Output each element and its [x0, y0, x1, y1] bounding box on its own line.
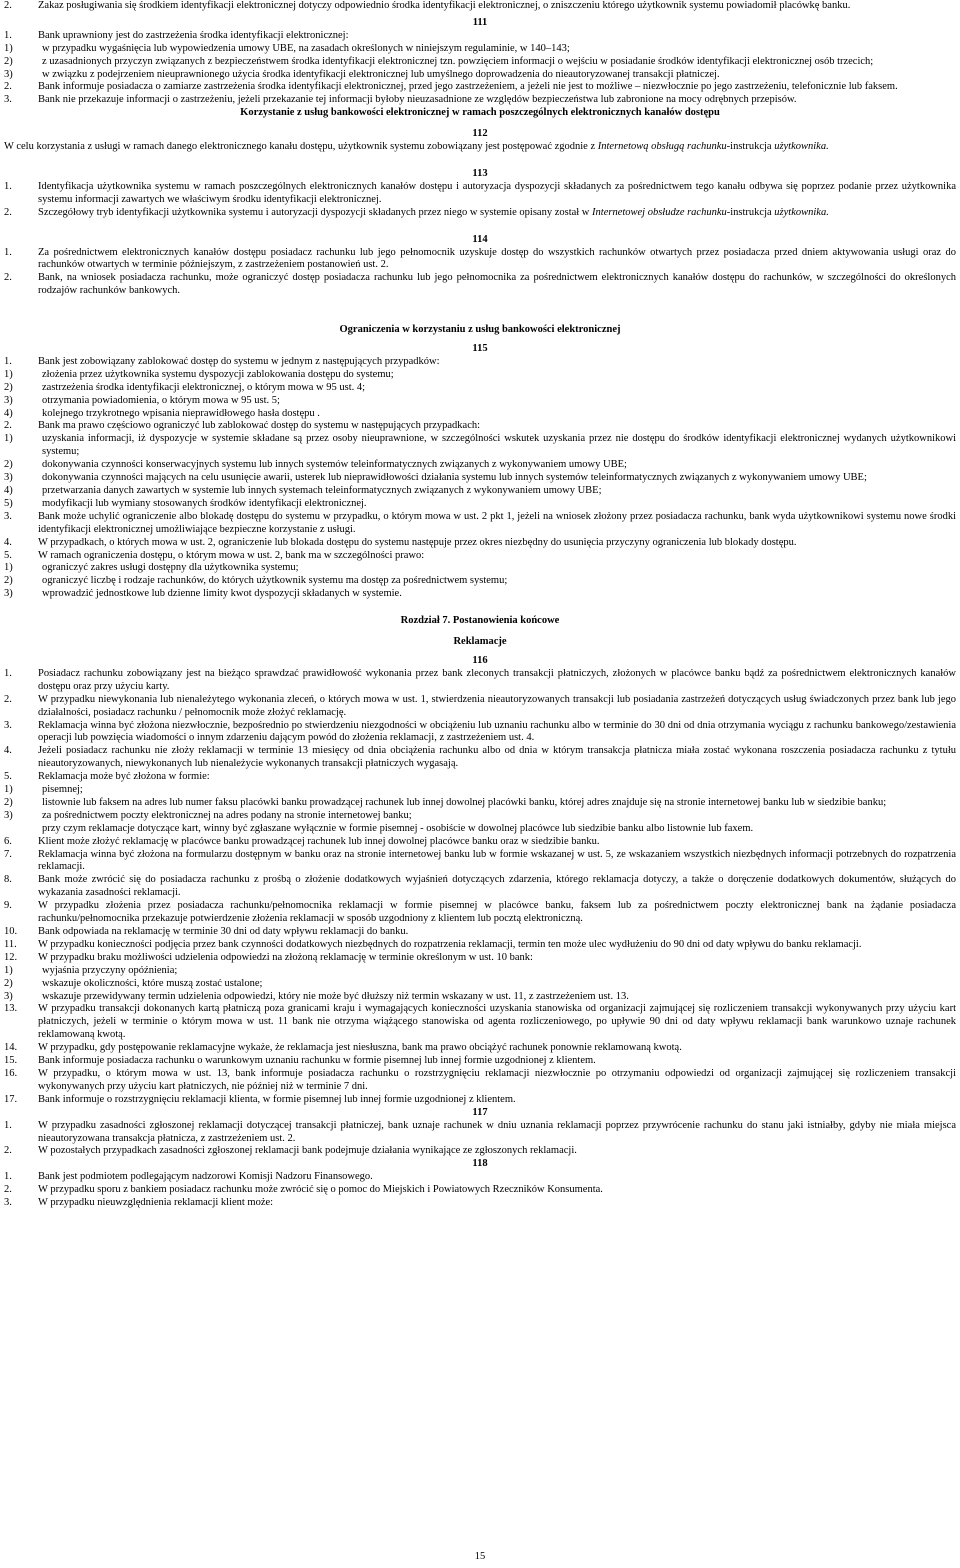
- paragraph-number: 112: [472, 128, 488, 140]
- paragraph-number: 116: [472, 654, 488, 666]
- note-text: przy czym reklamacje dotyczące kart, winny być zgłaszane wyłącznie w formie pisemnej - osobiście w dowolnej placówce lub siedzibie banku albo listownie lub faxem.: [42, 822, 754, 834]
- list-item: 1. Bank jest podmiotem podlegającym nadzorowi Komisji Nadzoru Finansowego.: [4, 1171, 373, 1183]
- list-item: 2. Bank ma prawo częściowo ograniczyć lub zablokować dostęp do systemu w następujących przypadkach:: [4, 420, 481, 432]
- sub-item: 1) w przypadku wygaśnięcia lub wypowiedzenia umowy UBE, na zasadach określonych w niniejszym regulaminie, w 140–143;: [4, 42, 570, 54]
- paragraph-number: 113: [472, 167, 488, 179]
- section-heading: Korzystanie z usług bankowości elektronicznej w ramach poszczególnych elektronicznych kanałów dostępu: [240, 107, 720, 119]
- sub-item: 1) złożenia przez użytkownika systemu dyspozycji zablokowania dostępu do systemu;: [4, 368, 394, 380]
- list-item: 4. Jeżeli posiadacz rachunku nie złoży reklamacji w terminie 13 miesięcy od dnia obciążenia rachunku albo od dnia w którym transakcja płatnicza miała zostać wykonana roszczenia posiadacza rachunku z tytułu nieautoryzowanych, niewykonanych lub nienależycie wykonanych transakcji płatniczych wygasają.: [4, 745, 956, 770]
- section-heading: Ograniczenia w korzystaniu z usług bankowości elektronicznej: [339, 324, 621, 336]
- list-item: 3. Bank może uchylić ograniczenie albo blokadę dostępu do systemu w przypadku, o którym mowa w ust. 2 pkt 1, jeżeli na wniosek złożony przez posiadacza rachunku, bank wyda użytkownikowi systemu nowe środki identyfikacji elektronicznej umożliwiające bezpieczne korzystanie z usługi.: [4, 510, 956, 535]
- sub-item: 2) z uzasadnionych przyczyn związanych z bezpieczeństwem środka identyfikacji elektronicznej tzn. powzięciem informacji o wejściu w posiadanie środków identyfikacji elektronicznej osób trzecich;: [4, 55, 874, 67]
- list-item: 13. W przypadku transakcji dokonanych kartą płatniczą poza granicami kraju i wymagających konieczności uzyskania stanowiska od organizacji zajmującej się rozliczeniem transakcji wykonywanych przy użyciu kart płatniczych, jeżeli w terminie o którym mowa w ust. 11 bank nie otrzyma wiążącego stanowiska od agenta rozliczeniowego, po upływie 90 dni od daty wpływu reklamacji bank warunkowo uznaje rachunek reklamowaną kwotą.: [4, 1003, 956, 1041]
- list-item: 1. Za pośrednictwem elektronicznych kanałów dostępu posiadacz rachunku lub jego pełnomocnik uzyskuje dostęp do wszystkich rachunków otwartych przez posiadacza przed dniem aktywowania usługi oraz do rachunków otwartych w terminie późniejszym, z zastrzeżeniem postanowień ust. 2.: [4, 246, 956, 271]
- list-item: 17. Bank informuje o rozstrzygnięciu reklamacji klienta, w formie pisemnej lub innej formie uzgodnionej z klientem.: [4, 1093, 516, 1105]
- sub-item: 3) otrzymania powiadomienia, o którym mowa w 95 ust. 5;: [4, 394, 280, 406]
- list-item: 16. W przypadku, o którym mowa w ust. 13, bank informuje posiadacza rachunku o rozstrzygnięciu reklamacji niezwłocznie po otrzymaniu odpowiedzi od organizacji zajmującej się rozliczeniem transakcji wykonywanych przy użyciu kart płatniczych, nie później niż w terminie 7 dni.: [4, 1067, 956, 1092]
- list-item: 2. Szczegółowy tryb identyfikacji użytkownika systemu i autoryzacji dyspozycji składanych przez niego w systemie opisany został w Internetowej obsłudze rachunku-instrukcja użytkownika.: [4, 206, 829, 218]
- item-number: 2.: [4, 0, 12, 11]
- sub-item: 3) dokonywania czynności mających na celu usunięcie awarii, usterek lub nieprawidłowości działania systemu lub innych systemów teleinformatycznych związanych z wykonywaniem umowy UBE;: [4, 472, 867, 484]
- list-item: 2. W przypadku niewykonania lub nienależytego wykonania zleceń, o których mowa w ust. 1, stwierdzenia nieautoryzowanych transakcji lub posiadania zastrzeżeń dotyczących usług świadczonych przez bank lub jego działalności, posiadacz rachunku / pełnomocnik może złożyć reklamację.: [4, 693, 956, 718]
- sub-item: 1) wyjaśnia przyczyny opóźnienia;: [4, 964, 178, 976]
- sub-item: 2) dokonywania czynności konserwacyjnych systemu lub innych systemów teleinformatycznych związanych z wykonywaniem umowy UBE;: [4, 459, 627, 471]
- sub-item: 3) w związku z podejrzeniem nieuprawnionego użycia środka identyfikacji elektronicznej lub umyślnego doprowadzenia do nieautoryzowanej transakcji płatniczej.: [4, 68, 720, 80]
- sub-item: 2) zastrzeżenia środka identyfikacji elektronicznej, o którym mowa w 95 ust. 4;: [4, 381, 366, 393]
- list-item: 14. W przypadku, gdy postępowanie reklamacyjne wykaże, że reklamacja jest niesłuszna, bank ma prawo obciążyć rachunek ponownie reklamowaną kwotą.: [4, 1042, 682, 1054]
- paragraph-number: 115: [472, 343, 488, 355]
- sub-item: 3) wprowadzić jednostkowe lub dzienne limity kwot dyspozycji składanych w systemie.: [4, 588, 402, 600]
- list-item: 1. Identyfikacja użytkownika systemu w ramach poszczególnych elektronicznych kanałów dostępu i autoryzacja dyspozycji składanych za pośrednictwem tego kanału odbywa się poprzez podanie przez użytkownika systemu informacji zawartych we właściwym środku identyfikacji elektronicznej.: [4, 180, 956, 205]
- list-item: [4, 0, 956, 13]
- paragraph-text: W celu korzystania z usługi w ramach danego elektronicznego kanału dostępu, użytkownik systemu zobowiązany jest postępować zgodnie z Internetową obsługą rachunku-instrukcja użytkownika.: [4, 141, 829, 153]
- list-item: 9. W przypadku złożenia przez posiadacza rachunku/pełnomocnika reklamacji w formie pisemnej w placówce banku, faksem lub za pośrednictwem poczty elektronicznej bank na żądanie posiadacza rachunku/pełnomocnika przekazuje potwierdzenie złożenia reklamacji w sposób uzgodniony z klientem lub pocztą elektroniczną.: [4, 900, 956, 925]
- list-item: 1. Bank jest zobowiązany zablokować dostęp do systemu w jednym z następujących przypadków:: [4, 355, 440, 367]
- sub-item: 5) modyfikacji lub wymiany stosowanych środków identyfikacji elektronicznej.: [4, 497, 367, 509]
- list-item: 8. Bank może zwrócić się do posiadacza rachunku z prośbą o złożenie dodatkowych wyjaśnień dotyczących zdarzenia, którego reklamacja dotyczy, a także o doręczenie dodatkowych dokumentów, służących do wykazania zasadności reklamacji.: [4, 874, 956, 899]
- sub-item: 4) kolejnego trzykrotnego wpisania nieprawidłowego hasła dostępu .: [4, 407, 320, 419]
- list-item: 6. Klient może złożyć reklamację w placówce banku prowadzącej rachunek lub innej dowolnej placówce banku oraz w siedzibie banku.: [4, 835, 600, 847]
- paragraph-number: 111: [472, 16, 488, 28]
- list-item: 1. W przypadku zasadności zgłoszonej reklamacji dotyczącej transakcji płatniczej, bank uznaje rachunek w dniu uznania reklamacji poprzez przywrócenie rachunku do stanu jaki istniałby, gdyby nie miała miejsca nieautoryzowana transakcja płatnicza, z zastrzeżeniem ust. 2.: [4, 1119, 956, 1144]
- paragraph-number: 118: [472, 1158, 488, 1170]
- list-item: 3. Bank nie przekazuje informacji o zastrzeżeniu, jeżeli przekazanie tej informacji byłoby nieuzasadnione ze względów bezpieczeństwa lub zabronione na mocy odrębnych przepisów.: [4, 94, 797, 106]
- list-item: 1. Bank uprawniony jest do zastrzeżenia środka identyfikacji elektronicznej:: [4, 30, 956, 43]
- sub-item: 1) pisemnej;: [4, 784, 83, 796]
- item-text: Bank uprawniony jest do zastrzeżenia środka identyfikacji elektronicznej:: [38, 29, 349, 41]
- list-item: 5. W ramach ograniczenia dostępu, o którym mowa w ust. 2, bank ma w szczególności prawo:: [4, 549, 425, 561]
- chapter-title: Rozdział 7. Postanowienia końcowe: [400, 615, 560, 627]
- item-text: Zakaz posługiwania się środkiem identyfikacji elektronicznej dotyczy odpowiednio środka identyfikacji elektronicznej, o zniszczeniu którego użytkownik systemu powiadomił placówkę banku.: [38, 0, 851, 11]
- list-item: 1. Posiadacz rachunku zobowiązany jest na bieżąco sprawdzać prawidłowość wykonania przez bank zleconych transakcji płatniczych, złożonych w placówce banku bądź za pośrednictwem elektronicznych kanałów dostępu oraz przy użyciu karty.: [4, 667, 956, 692]
- sub-item: 3) wskazuje przewidywany termin udzielenia odpowiedzi, który nie może być dłuższy niż termin wskazany w ust. 11, z zastrzeżeniem ust. 13.: [4, 990, 629, 1002]
- list-item: 2. Bank informuje posiadacza o zamiarze zastrzeżenia środka identyfikacji elektronicznej, przed jego zastrzeżeniem, a jeżeli nie jest to możliwe – niezwłocznie po jego zastrzeżeniu, telefonicznie lub faksem.: [4, 81, 898, 93]
- list-item: 5. Reklamacja może być złożona w formie:: [4, 771, 210, 783]
- list-item: 2. W pozostałych przypadkach zasadności zgłoszonej reklamacji bank podejmuje działania wynikające ze zgłoszonych reklamacji.: [4, 1145, 577, 1157]
- list-item: 3. W przypadku nieuwzględnienia reklamacji klient może:: [4, 1197, 274, 1209]
- list-item: 4. W przypadkach, o których mowa w ust. 2, ograniczenie lub blokada dostępu do systemu następuje przez okres niezbędny do usunięcia przyczyny ograniczenia lub blokady dostępu.: [4, 536, 797, 548]
- sub-item: 2) listownie lub faksem na adres lub numer faksu placówki banku prowadzącej rachunek lub innej dowolnej placówki banku, której adres znajduje się na stronie internetowej banku lub w siedzibie banku;: [4, 796, 887, 808]
- list-item: 15. Bank informuje posiadacza rachunku o warunkowym uznaniu rachunku w formie pisemnej lub innej formie uzgodnionej z klientem.: [4, 1055, 596, 1067]
- sub-item: 3) za pośrednictwem poczty elektronicznej na adres podany na stronie internetowej banku;: [4, 809, 412, 821]
- list-item: 2. Bank, na wniosek posiadacza rachunku, może ograniczyć dostęp posiadacza rachunku lub jego pełnomocnika za pośrednictwem elektronicznych kanałów dostępu do rachunków, w szczególności do określonych rodzajów rachunków bankowych.: [4, 272, 956, 297]
- sub-item: 2) ograniczyć liczbę i rodzaje rachunków, do których użytkownik systemu ma dostęp za pośrednictwem systemu;: [4, 575, 508, 587]
- list-item: 10. Bank odpowiada na reklamację w terminie 30 dni od daty wpływu reklamacji do banku.: [4, 926, 409, 937]
- chapter-subtitle: Reklamacje: [453, 636, 507, 648]
- paragraph-number: 114: [472, 233, 488, 245]
- sub-item: 2) wskazuje okoliczności, które muszą zostać ustalone;: [4, 977, 263, 989]
- list-item: 3. Reklamacja winna być złożona niezwłocznie, bezpośrednio po stwierdzeniu niezgodności w obciążeniu lub uznaniu rachunku albo w terminie do 30 dni od dnia otrzymania wyciągu z rachunku bankowego/zestawienia operacji lub powzięcia wiadomości o innym zdarzeniu dającym powód do złożenia reklamacji, z zastrzeżeniem ust. 4.: [4, 719, 956, 744]
- list-item: 2. W przypadku sporu z bankiem posiadacz rachunku może zwrócić się o pomoc do Miejskich i Powiatowych Rzeczników Konsumenta.: [4, 1184, 603, 1196]
- list-item: 12. W przypadku braku możliwości udzielenia odpowiedzi na złożoną reklamację w terminie określonym w ust. 10 bank:: [4, 951, 533, 963]
- paragraph-number: 117: [472, 1106, 488, 1118]
- list-item: 7. Reklamacja winna być złożona na formularzu dostępnym w banku oraz na stronie internetowej banku lub w formie wskazanej w ust. 5, ze wskazaniem wszystkich niezbędnych informacji potrzebnych do rozpatrzenia reklamacji.: [4, 848, 956, 873]
- sub-item: 1) ograniczyć zakres usługi dostępny dla użytkownika systemu;: [4, 562, 299, 574]
- page-number: 15: [474, 1551, 486, 1562]
- list-item: 11. W przypadku konieczności podjęcia przez bank czynności dodatkowych niezbędnych do rozpatrzenia reklamacji, termin ten może ulec wydłużeniu do 90 dni od daty wpływu do banku reklamacji.: [4, 938, 862, 950]
- sub-item: 1) uzyskania informacji, iż dyspozycje w systemie składane są przez osoby nieuprawnione, w szczególności wskutek uzyskania przez nie dostępu do środków identyfikacji elektronicznej wydanych użytkownikowi systemu;: [4, 433, 956, 458]
- sub-item: 4) przetwarzania danych zawartych w systemie lub innych systemach teleinformatycznych związanych z wykonywaniem umowy UBE;: [4, 485, 602, 496]
